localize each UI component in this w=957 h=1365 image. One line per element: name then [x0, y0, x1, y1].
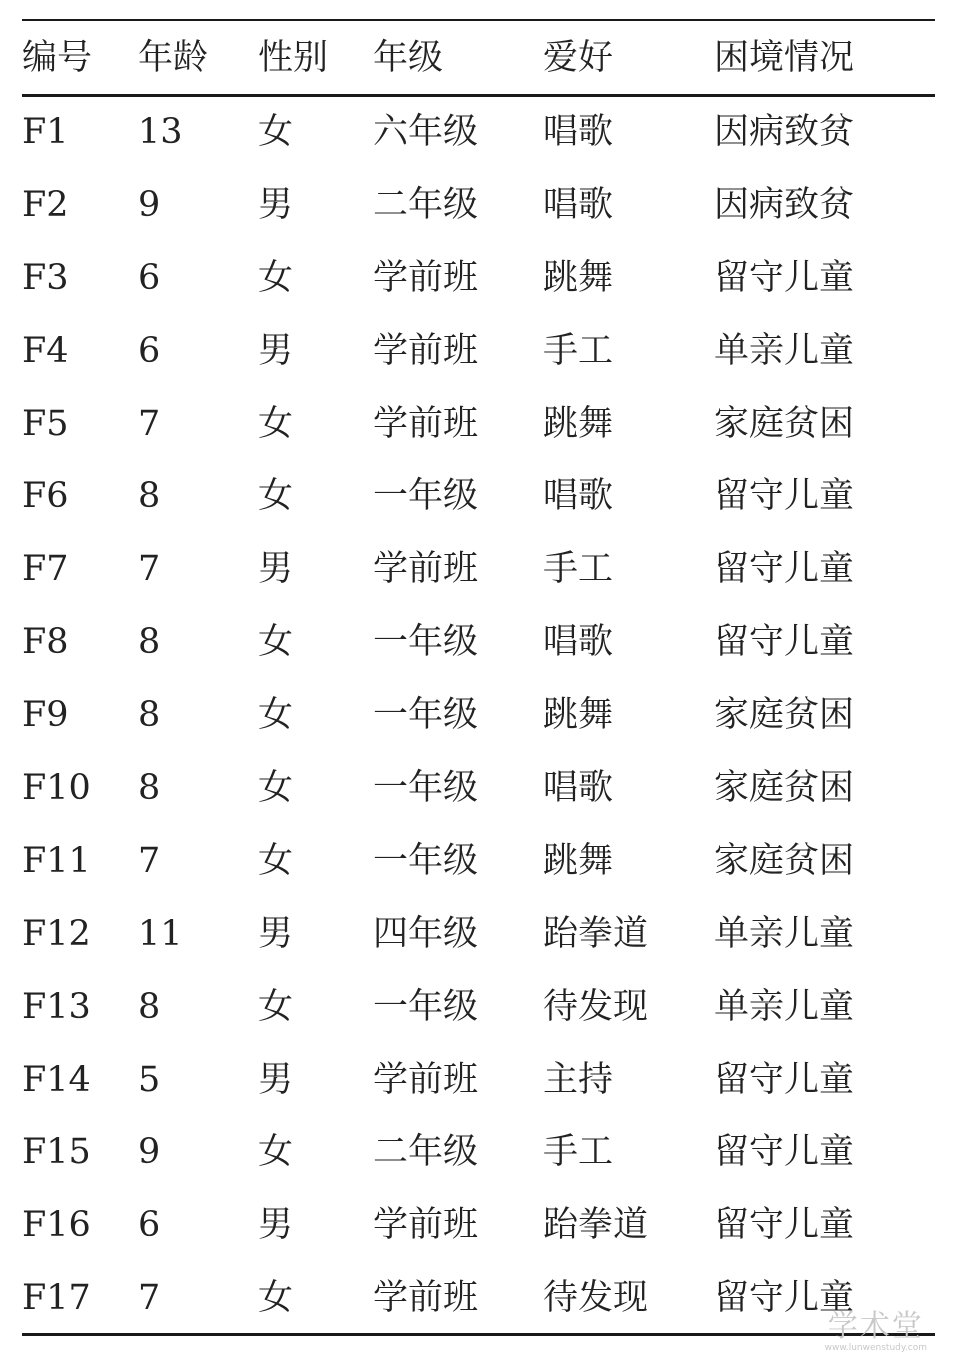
cell-age: 7 [138, 549, 161, 590]
cell-grade: 学前班 [373, 403, 479, 444]
table-row [22, 606, 935, 679]
cell-grade: 一年级 [373, 986, 479, 1027]
table-row [22, 96, 935, 169]
cell-gender: 女 [258, 622, 294, 663]
cell-age: 6 [138, 330, 161, 371]
cell-grade: 一年级 [373, 476, 479, 517]
cell-grade: 学前班 [373, 1278, 479, 1319]
table-row [22, 242, 935, 315]
cell-id: F7 [22, 549, 69, 590]
cell-gender: 男 [258, 913, 294, 954]
cell-id: F8 [22, 622, 69, 663]
table-row [22, 533, 935, 606]
children-info-table [22, 21, 935, 1335]
cell-hobby: 唱歌 [543, 476, 614, 517]
cell-hobby: 跆拳道 [543, 1205, 649, 1246]
cell-gender: 女 [258, 1278, 294, 1319]
table-row [22, 388, 935, 461]
table-row [22, 752, 935, 825]
cell-hardship: 留守儿童 [714, 1278, 855, 1319]
cell-age: 9 [138, 1132, 161, 1173]
cell-gender: 女 [258, 840, 294, 881]
cell-gender: 男 [258, 1059, 294, 1100]
table-row [22, 679, 935, 752]
table-row [22, 971, 935, 1044]
cell-hardship: 单亲儿童 [714, 913, 855, 954]
cell-grade: 一年级 [373, 622, 479, 663]
cell-id: F10 [22, 767, 91, 808]
cell-age: 7 [138, 403, 161, 444]
cell-hardship: 留守儿童 [714, 1132, 855, 1173]
header-grade: 年级 [373, 38, 444, 78]
cell-age: 8 [138, 695, 161, 736]
cell-hardship: 家庭贫困 [714, 695, 855, 736]
cell-gender: 女 [258, 111, 294, 152]
cell-hardship: 留守儿童 [714, 622, 855, 663]
table-row [22, 825, 935, 898]
cell-hobby: 待发现 [543, 1278, 649, 1319]
table-row [22, 169, 935, 242]
cell-grade: 学前班 [373, 1059, 479, 1100]
table-row [22, 315, 935, 388]
cell-hardship: 家庭贫困 [714, 403, 855, 444]
cell-hobby: 手工 [543, 549, 614, 590]
cell-hobby: 唱歌 [543, 622, 614, 663]
cell-gender: 男 [258, 1205, 294, 1246]
cell-grade: 学前班 [373, 1205, 479, 1246]
cell-hardship: 留守儿童 [714, 1059, 855, 1100]
cell-id: F11 [22, 840, 91, 881]
cell-hobby: 主持 [543, 1059, 614, 1100]
cell-gender: 女 [258, 767, 294, 808]
cell-age: 7 [138, 1278, 161, 1319]
cell-id: F15 [22, 1132, 91, 1173]
cell-id: F1 [22, 111, 69, 152]
table-row [22, 1116, 935, 1189]
cell-grade: 六年级 [373, 111, 479, 152]
cell-hobby: 唱歌 [543, 111, 614, 152]
cell-age: 8 [138, 476, 161, 517]
cell-grade: 一年级 [373, 767, 479, 808]
cell-gender: 男 [258, 330, 294, 371]
cell-age: 8 [138, 622, 161, 663]
header-row [22, 21, 935, 96]
cell-id: F14 [22, 1059, 91, 1100]
header-hardship: 困境情况 [714, 38, 855, 78]
cell-hobby: 跳舞 [543, 403, 614, 444]
header-gender: 性别 [258, 38, 329, 78]
cell-hardship: 留守儿童 [714, 1205, 855, 1246]
table-row [22, 1262, 935, 1335]
cell-grade: 二年级 [373, 1132, 479, 1173]
cell-id: F9 [22, 695, 69, 736]
table-row [22, 898, 935, 971]
cell-grade: 学前班 [373, 257, 479, 298]
header-id: 编号 [22, 38, 93, 78]
header-hobby: 爱好 [543, 38, 614, 78]
cell-hardship: 家庭贫困 [714, 767, 855, 808]
cell-gender: 男 [258, 184, 294, 225]
cell-gender: 女 [258, 986, 294, 1027]
cell-hobby: 跆拳道 [543, 913, 649, 954]
cell-age: 7 [138, 840, 161, 881]
table-header [22, 21, 935, 96]
cell-grade: 一年级 [373, 695, 479, 736]
header-age: 年龄 [138, 38, 209, 78]
cell-age: 8 [138, 986, 161, 1027]
cell-hobby: 唱歌 [543, 184, 614, 225]
cell-age: 8 [138, 767, 161, 808]
cell-id: F16 [22, 1205, 91, 1246]
cell-id: F5 [22, 403, 69, 444]
cell-hobby: 唱歌 [543, 767, 614, 808]
cell-grade: 四年级 [373, 913, 479, 954]
cell-id: F6 [22, 476, 69, 517]
table-row [22, 460, 935, 533]
cell-age: 6 [138, 1205, 161, 1246]
cell-grade: 学前班 [373, 549, 479, 590]
cell-hobby: 手工 [543, 330, 614, 371]
cell-age: 11 [138, 913, 183, 954]
cell-hardship: 单亲儿童 [714, 986, 855, 1027]
cell-hobby: 手工 [543, 1132, 614, 1173]
table-body [22, 96, 935, 1335]
cell-grade: 学前班 [373, 330, 479, 371]
cell-gender: 女 [258, 695, 294, 736]
cell-age: 13 [138, 111, 183, 152]
cell-age: 5 [138, 1059, 161, 1100]
cell-hobby: 跳舞 [543, 695, 614, 736]
cell-age: 9 [138, 184, 161, 225]
cell-id: F13 [22, 986, 91, 1027]
cell-hardship: 留守儿童 [714, 549, 855, 590]
cell-gender: 女 [258, 403, 294, 444]
watermark-text: 学术堂 [827, 1309, 924, 1344]
cell-gender: 女 [258, 1132, 294, 1173]
cell-hobby: 待发现 [543, 986, 649, 1027]
table-row [22, 1189, 935, 1262]
cell-hobby: 跳舞 [543, 257, 614, 298]
cell-id: F12 [22, 913, 91, 954]
cell-gender: 女 [258, 476, 294, 517]
cell-hardship: 家庭贫困 [714, 840, 855, 881]
cell-id: F3 [22, 257, 69, 298]
cell-hobby: 跳舞 [543, 840, 614, 881]
watermark [824, 1309, 927, 1353]
cell-id: F17 [22, 1278, 91, 1319]
cell-grade: 一年级 [373, 840, 479, 881]
cell-gender: 女 [258, 257, 294, 298]
cell-id: F2 [22, 184, 69, 225]
cell-age: 6 [138, 257, 161, 298]
cell-hardship: 留守儿童 [714, 257, 855, 298]
table-row [22, 1044, 935, 1117]
cell-id: F4 [22, 330, 69, 371]
watermark-url: www.lunwenstudy.com [824, 1343, 927, 1353]
cell-hardship: 单亲儿童 [714, 330, 855, 371]
cell-grade: 二年级 [373, 184, 479, 225]
cell-hardship: 留守儿童 [714, 476, 855, 517]
cell-hardship: 因病致贫 [714, 111, 855, 152]
cell-hardship: 因病致贫 [714, 184, 855, 225]
cell-gender: 男 [258, 549, 294, 590]
